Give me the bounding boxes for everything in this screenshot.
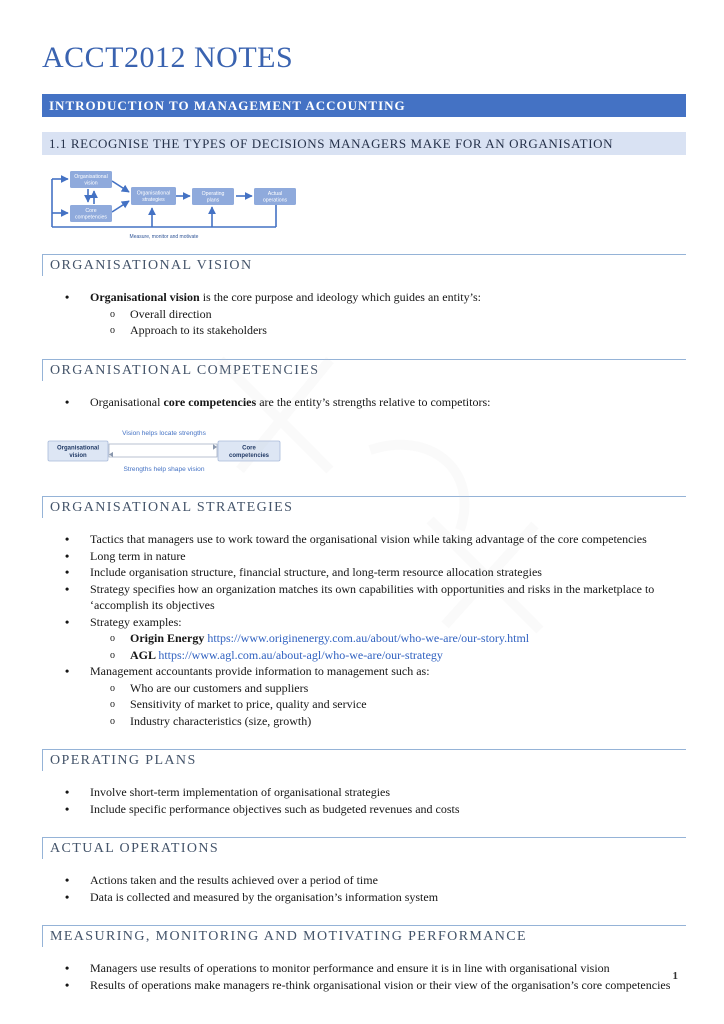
- list-item: o Industry characteristics (size, growth): [42, 713, 686, 730]
- bullet-icon: •: [65, 614, 70, 629]
- circle-bullet-icon: o: [110, 649, 115, 661]
- bullet-icon: •: [65, 889, 70, 904]
- page-title: ACCT2012 NOTES: [42, 41, 294, 74]
- agl-link[interactable]: https://www.agl.com.au/about-agl/who-we-are/our-strategy: [158, 647, 443, 662]
- bullet-icon: •: [65, 785, 70, 799]
- list-item: • Long term in nature: [65, 548, 186, 563]
- list-item: • Strategy specifies how an organization matches its own capabilities with opportunities and risks in the marketplace to ‘accomplish its objectives: [65, 581, 655, 612]
- list-item: o Approach to its stakeholders: [42, 322, 686, 339]
- list-item: o Overall direction: [42, 306, 686, 323]
- bullet-icon: •: [65, 873, 70, 887]
- list-item: o Sensitivity of market to price, quality and service: [42, 696, 686, 713]
- svg-text:Operating: Operating: [201, 191, 225, 197]
- list-item: • Management accountants provide information to management such as:: [65, 664, 430, 678]
- list-item: o AGL https://www.agl.com.au/about-agl/who-we-are/our-strategy: [42, 647, 686, 664]
- svg-text:competencies: competencies: [74, 214, 108, 221]
- circle-bullet-icon: o: [110, 715, 115, 727]
- svg-text:Organisational: Organisational: [74, 174, 108, 180]
- list-item: • Include specific performance objectives such as budgeted revenues and costs: [65, 801, 460, 816]
- vision-competencies-diagram: [46, 426, 284, 476]
- competencies-list: [42, 394, 686, 411]
- heading-organisational-strategies: ORGANISATIONAL STRATEGIES: [42, 496, 686, 518]
- bullet-icon: •: [65, 961, 70, 975]
- svg-text:Organisational: Organisational: [136, 190, 171, 197]
- flow-box-organisational-strategies: [131, 187, 176, 205]
- svg-text:strategies: strategies: [142, 197, 165, 203]
- list-item: • Data is collected and measured by the organisation’s information system: [65, 889, 439, 904]
- svg-text:Organisational: Organisational: [56, 445, 100, 452]
- bullet-icon: •: [65, 801, 70, 816]
- flow-box-core-competencies: [70, 205, 112, 222]
- vision-list: [42, 289, 686, 339]
- svg-text:competencies: competencies: [228, 453, 270, 459]
- list-item: • Results of operations make managers re-think organisational vision or their view of the organisation’s core competencies: [65, 977, 671, 992]
- measuring-list: [42, 960, 686, 993]
- heading-measuring-performance: MEASURING, MONITORING AND MOTIVATING PERFORMANCE: [42, 925, 686, 947]
- flowchart-caption: Measure, monitor and motivate: [129, 234, 199, 240]
- strategies-list: [42, 531, 686, 729]
- flow-box-actual-operations: [254, 188, 296, 205]
- list-item: • Include organisation structure, financial structure, and long-term resource allocation strategies: [65, 565, 542, 579]
- circle-bullet-icon: o: [110, 682, 115, 694]
- section-1-1-heading: 1.1 RECOGNISE THE TYPES OF DECISIONS MANAGERS MAKE FOR AN ORGANISATION: [42, 132, 686, 155]
- list-item: o Origin Energy https://www.originenergy.com.au/about/who-we-are/our-story.html: [42, 630, 686, 647]
- heading-operating-plans: OPERATING PLANS: [42, 749, 686, 771]
- bullet-icon: •: [65, 548, 70, 563]
- process-flowchart: [44, 169, 312, 243]
- circle-bullet-icon: o: [110, 633, 115, 644]
- chapter-banner: INTRODUCTION TO MANAGEMENT ACCOUNTING: [42, 94, 686, 117]
- diagram-box-core-competencies: [218, 441, 280, 461]
- list-item: • Involve short-term implementation of organisational strategies: [65, 785, 391, 799]
- bullet-icon: •: [65, 664, 70, 678]
- bullet-icon: •: [65, 532, 70, 546]
- circle-bullet-icon: o: [110, 699, 115, 710]
- list-item: o Who are our customers and suppliers: [42, 680, 686, 697]
- bullet-icon: •: [65, 977, 70, 992]
- svg-text:plans: plans: [206, 197, 220, 204]
- bullet-icon: •: [65, 565, 70, 579]
- bullet-icon: •: [65, 394, 70, 409]
- svg-text:Core: Core: [242, 445, 256, 452]
- svg-text:Core: Core: [85, 208, 97, 214]
- svg-text:vision: vision: [69, 453, 87, 459]
- heading-organisational-competencies: ORGANISATIONAL COMPETENCIES: [42, 359, 686, 381]
- circle-bullet-icon: o: [110, 325, 115, 336]
- list-item: • Actions taken and the results achieved over a period of time: [65, 873, 378, 887]
- svg-text:Actual: Actual: [267, 191, 283, 197]
- diagram-box-organisational-vision: [48, 441, 108, 461]
- page-number: 1: [672, 970, 678, 982]
- heading-organisational-vision: ORGANISATIONAL VISION: [42, 254, 686, 276]
- list-item: • Strategy examples:: [65, 614, 182, 629]
- diagram-bottom-label: Strengths help shape vision: [123, 466, 205, 473]
- bullet-icon: •: [65, 290, 70, 304]
- origin-energy-link[interactable]: https://www.originenergy.com.au/about/who-we-are/our-story.html: [207, 631, 530, 645]
- bullet-icon: •: [65, 581, 70, 596]
- list-item: • Organisational core competencies are the entity’s strengths relative to competitors:: [65, 394, 491, 409]
- list-item: • Managers use results of operations to monitor performance and ensure it is in line with organisational vision: [65, 961, 610, 975]
- flow-box-organisational-vision: [70, 171, 112, 188]
- list-item: • Organisational vision is the core purpose and ideology which guides an entity’s:: [65, 290, 481, 304]
- svg-text:vision: vision: [84, 180, 98, 187]
- diagram-top-label: Vision helps locate strengths: [122, 430, 206, 437]
- operating-list: [42, 784, 686, 817]
- svg-text:operations: operations: [262, 197, 288, 204]
- circle-bullet-icon: o: [110, 308, 115, 320]
- flow-box-operating-plans: [192, 188, 234, 205]
- heading-actual-operations: ACTUAL OPERATIONS: [42, 837, 686, 859]
- actual-operations-list: [42, 872, 686, 905]
- list-item: • Tactics that managers use to work toward the organisational vision while taking advantage of the core competencies: [65, 532, 647, 546]
